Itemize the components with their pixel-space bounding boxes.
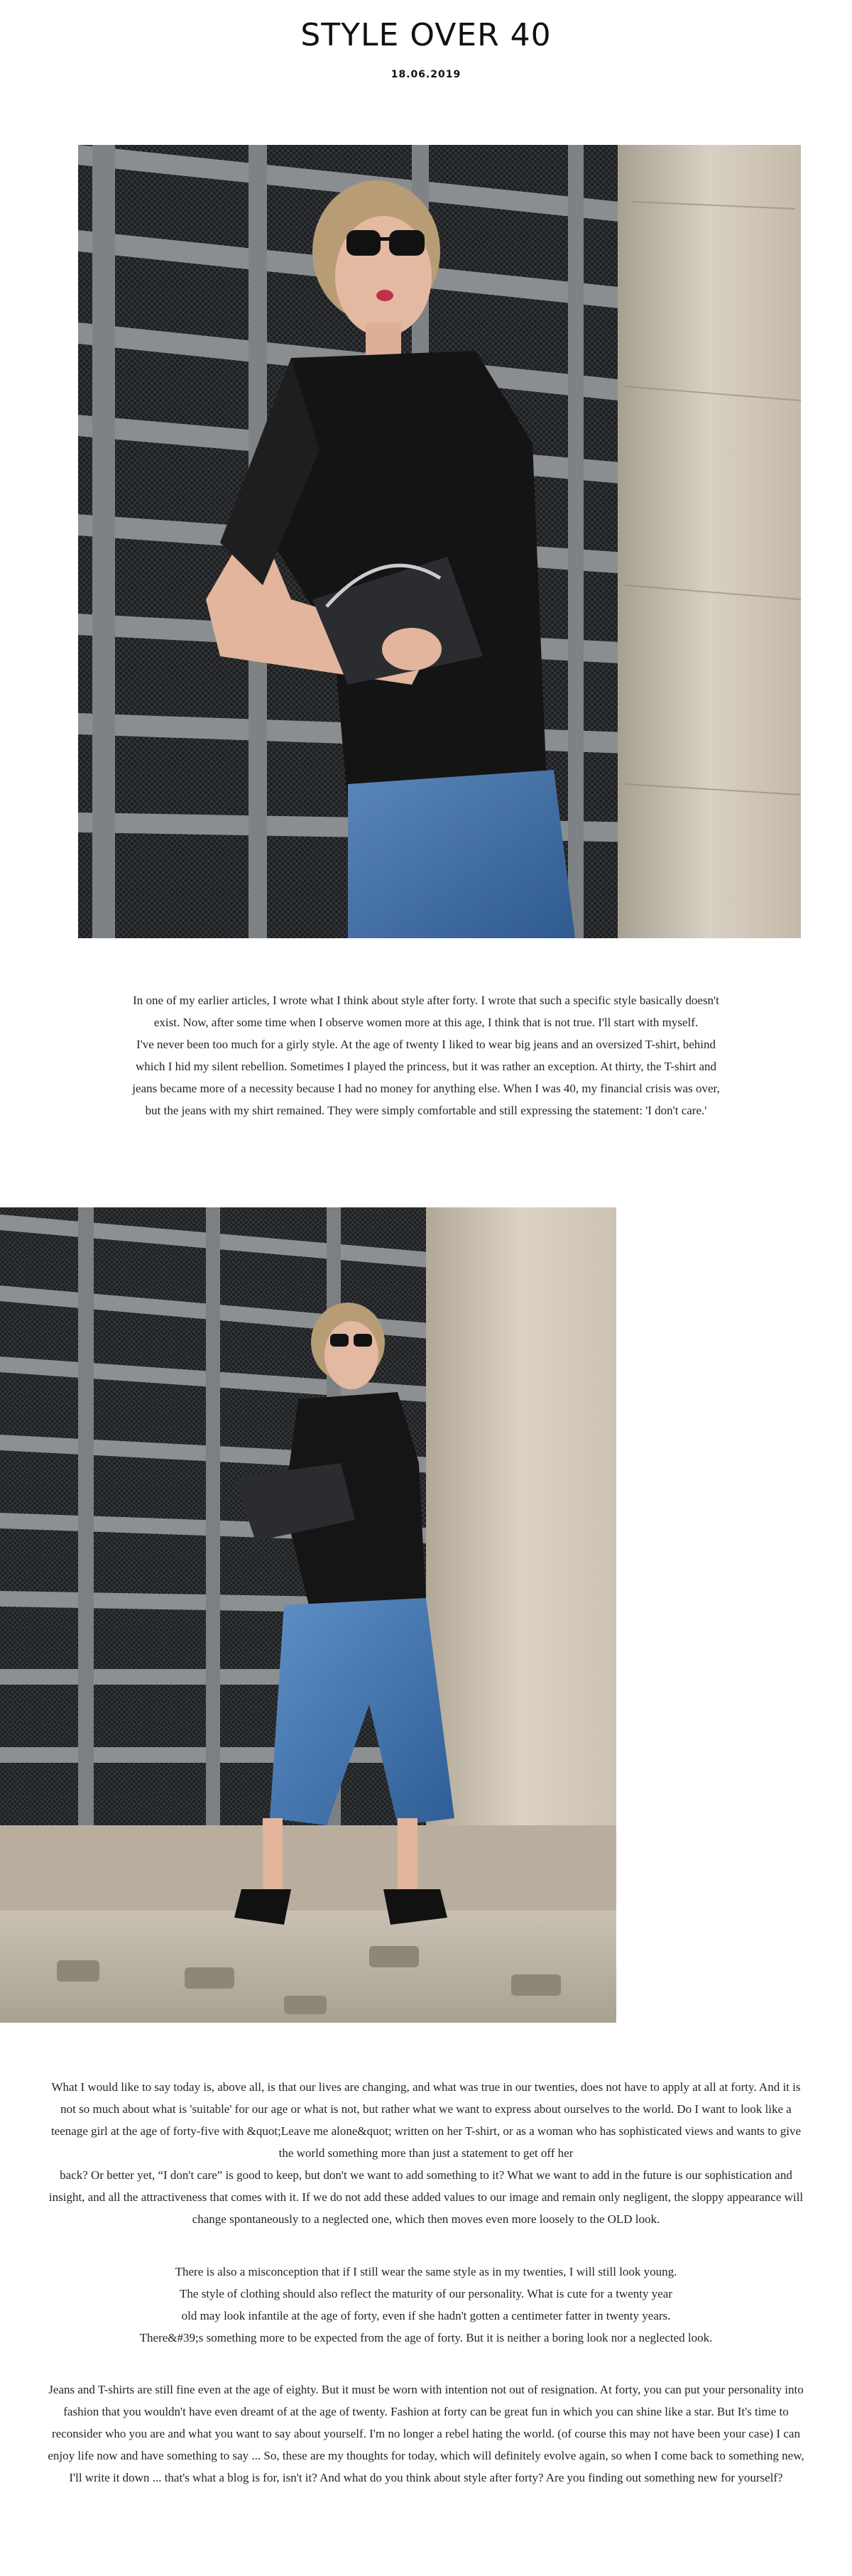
section-3-text xyxy=(128,2261,724,2349)
section-3-line-2: The style of clothing should also reflect the maturity of our personality. What is cute for a twenty year xyxy=(180,2287,672,2300)
article-date: 18.06.2019 xyxy=(390,69,462,80)
article-photo-2 xyxy=(0,1207,616,2023)
intro-paragraph-2: I've never been too much for a girly style. At the age of twenty I liked to wear big jeans and an oversized T-shirt, behind which I hid my silent rebellion. Sometimes I played the princess, but it was rather an exception. At thirty, the T-shirt and jeans became more of a necessity because I had no money for anything else. When I was 40, my financial crisis was over, but the jeans with my shirt remained. They were simply comfortable and still expressing the statement: 'I don't care.' xyxy=(132,1038,720,1117)
article-title: STYLE OVER 40 xyxy=(300,17,552,53)
photo-woman-black-shirt-closeup xyxy=(78,145,801,938)
section-2-paragraph-2: back? Or better yet, “I don't care” is good to keep, but don't we want to add something to it? What we want to add in the future is our sophistication and insight, and all the attractiveness that comes with it. If we do not add these added values to our image and remain only negligent, the sloppy appearance will change spontaneously to a neglected one, which then moves even more loosely to the OLD look. xyxy=(48,2168,804,2226)
section-2-text xyxy=(43,2076,809,2230)
section-2-paragraph-1: What I would like to say today is, above all, is that our lives are changing, and what was true in our twenties, does not have to apply at all at forty. And it is not so much about what is 'suitable' for our age or what is not, but rather what we want to express about ourselves to the world. Do I want to look like a teenage girl at the age of forty-five with &quot;Leave me alone&quot; written on her T-shirt, or as a woman who has sophisticated views and wants to give the world something more than just a statement to get off her xyxy=(50,2080,802,2160)
section-3-line-4: There&#39;s something more to be expected from the age of forty. But it is neither a boring look nor a neglected look. xyxy=(139,2331,713,2344)
photo-woman-full-length-jeans xyxy=(0,1207,616,2023)
intro-text xyxy=(128,989,724,1121)
section-3-line-1: There is also a misconception that if I still wear the same style as in my twenties, I will still look young. xyxy=(175,2265,677,2278)
article-photo-1 xyxy=(78,145,801,938)
section-4-paragraph-1: Jeans and T-shirts are still fine even at the age of eighty. But it must be worn with intention not out of resignation. At forty, you can put your personality into fashion that you wouldn't have even dreamt of at the age of twenty. Fashion at forty can be great fun in which you can shine like a star. But It's time to reconsider who you are and what you want to say about yourself. I'm no longer a rebel hating the world. (of course this may not have been your case) I can enjoy life now and have something to say ... So, these are my thoughts for today, which will definitely evolve again, so when I come back to something new, I'll write it down ... that's what a blog is for, isn't it? And what do you think about style after forty? Are you finding out something new for yourself? xyxy=(48,2383,804,2484)
section-3-line-3: old may look infantile at the age of forty, even if she hadn't gotten a centimeter fatter in twenty years. xyxy=(181,2309,671,2322)
section-4-text xyxy=(43,2379,809,2489)
article-header xyxy=(0,0,852,80)
intro-paragraph-1: In one of my earlier articles, I wrote what I think about style after forty. I wrote that such a specific style basically doesn't exist. Now, after some time when I observe women more at this age, I think that is not true. I'll start with myself. xyxy=(133,994,719,1029)
